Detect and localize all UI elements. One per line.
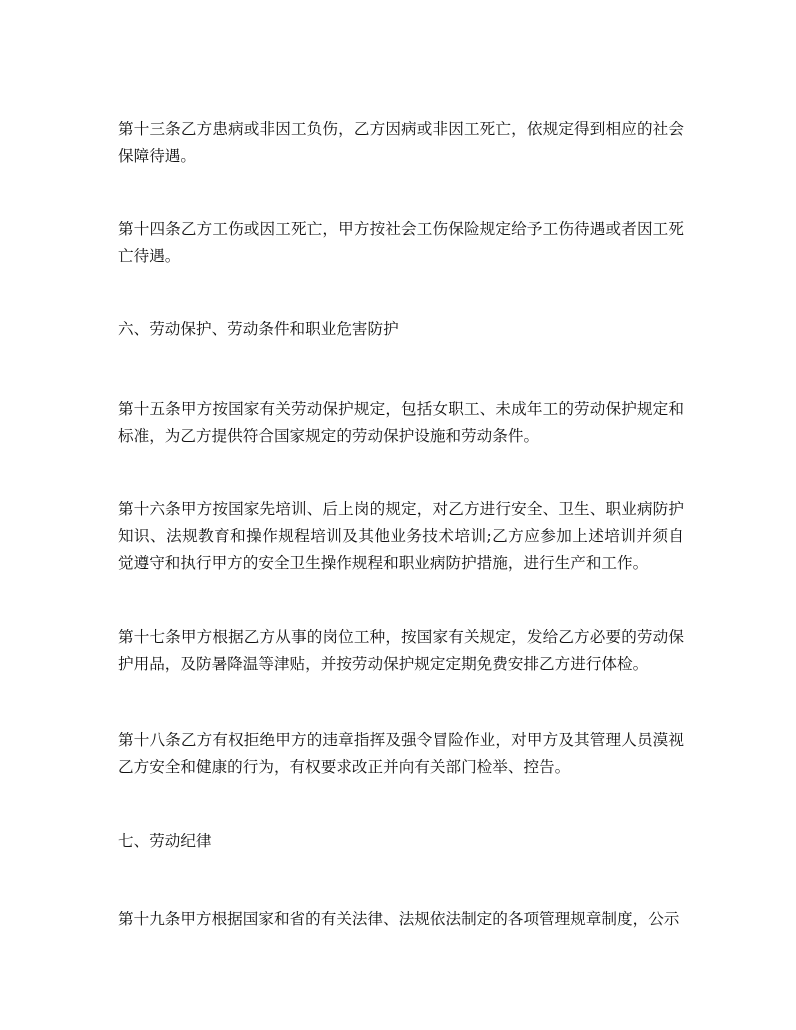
- article-15-paragraph: 第十五条甲方按国家有关劳动保护规定，包括女职工、未成年工的劳动保护规定和标准，为乙方提供符合国家规定的劳动保护设施和劳动条件。: [118, 400, 684, 445]
- section-6-heading: 六、劳动保护、劳动条件和职业危害防护: [118, 320, 399, 338]
- article-16-paragraph: 第十六条甲方按国家先培训、后上岗的规定，对乙方进行安全、卫生、职业病防护知识、法规教育和操作规程培训及其他业务技术培训;乙方应参加上述培训并须自觉遵守和执行甲方的安全卫生操作规程和职业病防护措施，进行生产和工作。: [118, 500, 684, 572]
- article-14-paragraph: 第十四条乙方工伤或因工死亡，甲方按社会工伤保险规定给予工伤待遇或者因工死亡待遇。: [118, 220, 684, 265]
- section-7-heading: 七、劳动纪律: [118, 832, 212, 850]
- article-17-paragraph: 第十七条甲方根据乙方从事的岗位工种，按国家有关规定，发给乙方必要的劳动保护用品，及防暑降温等津贴，并按劳动保护规定定期免费安排乙方进行体检。: [118, 628, 684, 673]
- article-18-paragraph: 第十八条乙方有权拒绝甲方的违章指挥及强令冒险作业，对甲方及其管理人员漠视乙方安全和健康的行为，有权要求改正并向有关部门检举、控告。: [118, 731, 684, 776]
- article-13-paragraph: 第十三条乙方患病或非因工负伤，乙方因病或非因工死亡，依规定得到相应的社会保障待遇。: [118, 120, 684, 165]
- article-19-paragraph: 第十九条甲方根据国家和省的有关法律、法规依法制定的各项管理规章制度，公示: [118, 910, 680, 928]
